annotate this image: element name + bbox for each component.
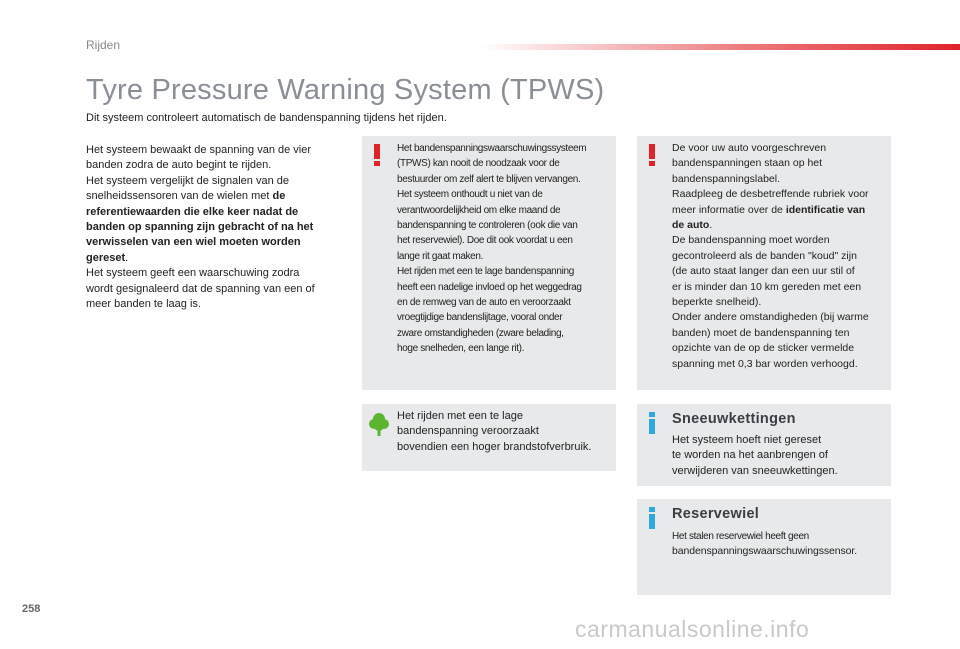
info-icon xyxy=(649,412,655,434)
body-text-column xyxy=(86,143,348,312)
warning-line: spanning met 0,3 bar worden verhoogd. xyxy=(672,357,858,370)
warning-line: banden) moet de bandenspanning ten xyxy=(672,326,850,339)
info-box-spare-wheel xyxy=(637,499,891,595)
page-number: 258 xyxy=(22,603,41,615)
body-line: wordt gesignaleerd dat de spanning van een of xyxy=(86,282,315,295)
info-line: Het systeem hoeft niet gereset xyxy=(672,434,822,446)
warning-line: Het systeem onthoudt u niet van de xyxy=(397,189,543,201)
warning-line xyxy=(672,203,890,218)
warning-line: opzichte van de op de sticker vermelde xyxy=(672,342,855,355)
warning-line: bestuurder om zelf alert te blijven vervangen. xyxy=(397,173,581,185)
eco-line: bovendien een hoger brandstofverbruik. xyxy=(397,440,592,453)
warning-line xyxy=(672,218,890,233)
warning-line: Het rijden met een te lage bandenspanning xyxy=(397,266,574,278)
warning-line: (TPWS) kan nooit de noodzaak voor de xyxy=(397,158,560,170)
info-text xyxy=(672,433,887,479)
body-line: Het systeem bewaakt de spanning van de vier xyxy=(86,144,312,156)
body-bold-text: banden op spanning zijn gebracht of na het xyxy=(86,221,314,234)
body-line xyxy=(86,251,348,266)
warning-box-tpws xyxy=(362,136,616,390)
warning-bold-text: identificatie van xyxy=(785,203,866,216)
info-content xyxy=(672,506,890,560)
warning-line: lange rit gaat maken. xyxy=(397,250,484,262)
body-bold-text: verwisselen van een wiel moeten worden xyxy=(86,236,301,249)
warning-line: bandenspanningen staan op het xyxy=(672,157,823,170)
body-bold-text: de xyxy=(272,190,286,203)
warning-line: verantwoordelijkheid om elke maand de xyxy=(397,204,561,216)
body-bold-text: gereset xyxy=(86,251,126,264)
body-line xyxy=(86,189,348,204)
warning-line: heeft een nadelige invloed op het weggedrag xyxy=(397,281,582,293)
warning-text-span: meer informatie over de xyxy=(672,203,786,216)
info-line: verwijderen van sneeuwkettingen. xyxy=(672,464,838,477)
info-heading: Sneeuwkettingen xyxy=(672,411,796,427)
warning-exclamation-icon xyxy=(649,144,655,166)
warning-line: hoge snelheden, een lange rit). xyxy=(397,343,525,355)
section-label: Rijden xyxy=(86,38,121,52)
body-line: meer banden te laag is. xyxy=(86,298,201,311)
header-accent-bar xyxy=(480,44,960,50)
warning-line: Het bandenspanningswaarschuwingssysteem xyxy=(397,143,587,154)
warning-line: er is minder dan 10 km gereden met een xyxy=(672,280,862,293)
info-line: te worden na het aanbrengen of xyxy=(672,449,828,462)
info-text xyxy=(672,529,890,560)
eco-tree-icon xyxy=(369,412,389,436)
body-line xyxy=(86,205,348,220)
warning-line: (de auto staat langer dan een uur stil of xyxy=(672,265,855,278)
body-line: banden zodra de auto begint te rijden. xyxy=(86,159,272,172)
intro-text: Dit systeem controleert automatisch de bandenspanning tijdens het rijden. xyxy=(86,112,447,124)
info-line: bandenspanningswaarschuwingssensor. xyxy=(672,545,858,558)
warning-bold-text: de auto xyxy=(672,219,710,232)
watermark: carmanualsonline.info xyxy=(575,616,810,642)
warning-line: bandenspanning te controleren (ook die van xyxy=(397,220,578,232)
body-line xyxy=(86,235,348,250)
warning-line: beperkte snelheid). xyxy=(672,296,762,309)
warning-line: het reservewiel). Doe dit ook voordat u een xyxy=(397,235,573,247)
body-line xyxy=(86,220,348,235)
warning-text-span: . xyxy=(709,219,713,232)
warning-line: zware omstandigheden (zware belading, xyxy=(397,327,564,339)
info-heading: Reservewiel xyxy=(672,506,760,522)
warning-line: gecontroleerd als de banden "koud" zijn xyxy=(672,249,857,262)
info-box-snow-chains xyxy=(637,404,891,486)
info-icon xyxy=(649,507,655,529)
warning-line: De voor uw auto voorgeschreven xyxy=(672,142,827,154)
body-text: . xyxy=(125,251,129,264)
body-line: Het systeem geeft een waarschuwing zodra xyxy=(86,267,300,280)
warning-text xyxy=(397,141,615,357)
body-text: snelheidssensoren van de wielen met xyxy=(86,190,273,203)
warning-line: De bandenspanning moet worden xyxy=(672,234,830,247)
eco-text xyxy=(397,409,612,455)
eco-line: bandenspanning veroorzaakt xyxy=(397,425,539,438)
warning-text xyxy=(672,141,890,372)
body-bold-text: referentiewaarden die elke keer nadat de xyxy=(86,205,299,218)
warning-line: bandenspanningslabel. xyxy=(672,172,781,185)
eco-line: Het rijden met een te lage xyxy=(397,410,523,422)
eco-tip-box xyxy=(362,404,616,471)
warning-line: en de remweg van de auto en veroorzaakt xyxy=(397,297,571,309)
warning-line: vroegtijdige bandenslijtage, vooral onder xyxy=(397,312,563,324)
warning-line: Raadpleeg de desbetreffende rubriek voor xyxy=(672,188,869,201)
warning-box-pressure xyxy=(637,136,891,390)
warning-line: Onder andere omstandigheden (bij warme xyxy=(672,311,869,324)
body-line: Het systeem vergelijkt de signalen van de xyxy=(86,174,289,187)
warning-exclamation-icon xyxy=(374,144,380,166)
info-content xyxy=(672,411,887,479)
info-line: Het stalen reservewiel heeft geen xyxy=(672,531,809,542)
page-title: Tyre Pressure Warning System (TPWS) xyxy=(86,74,605,106)
